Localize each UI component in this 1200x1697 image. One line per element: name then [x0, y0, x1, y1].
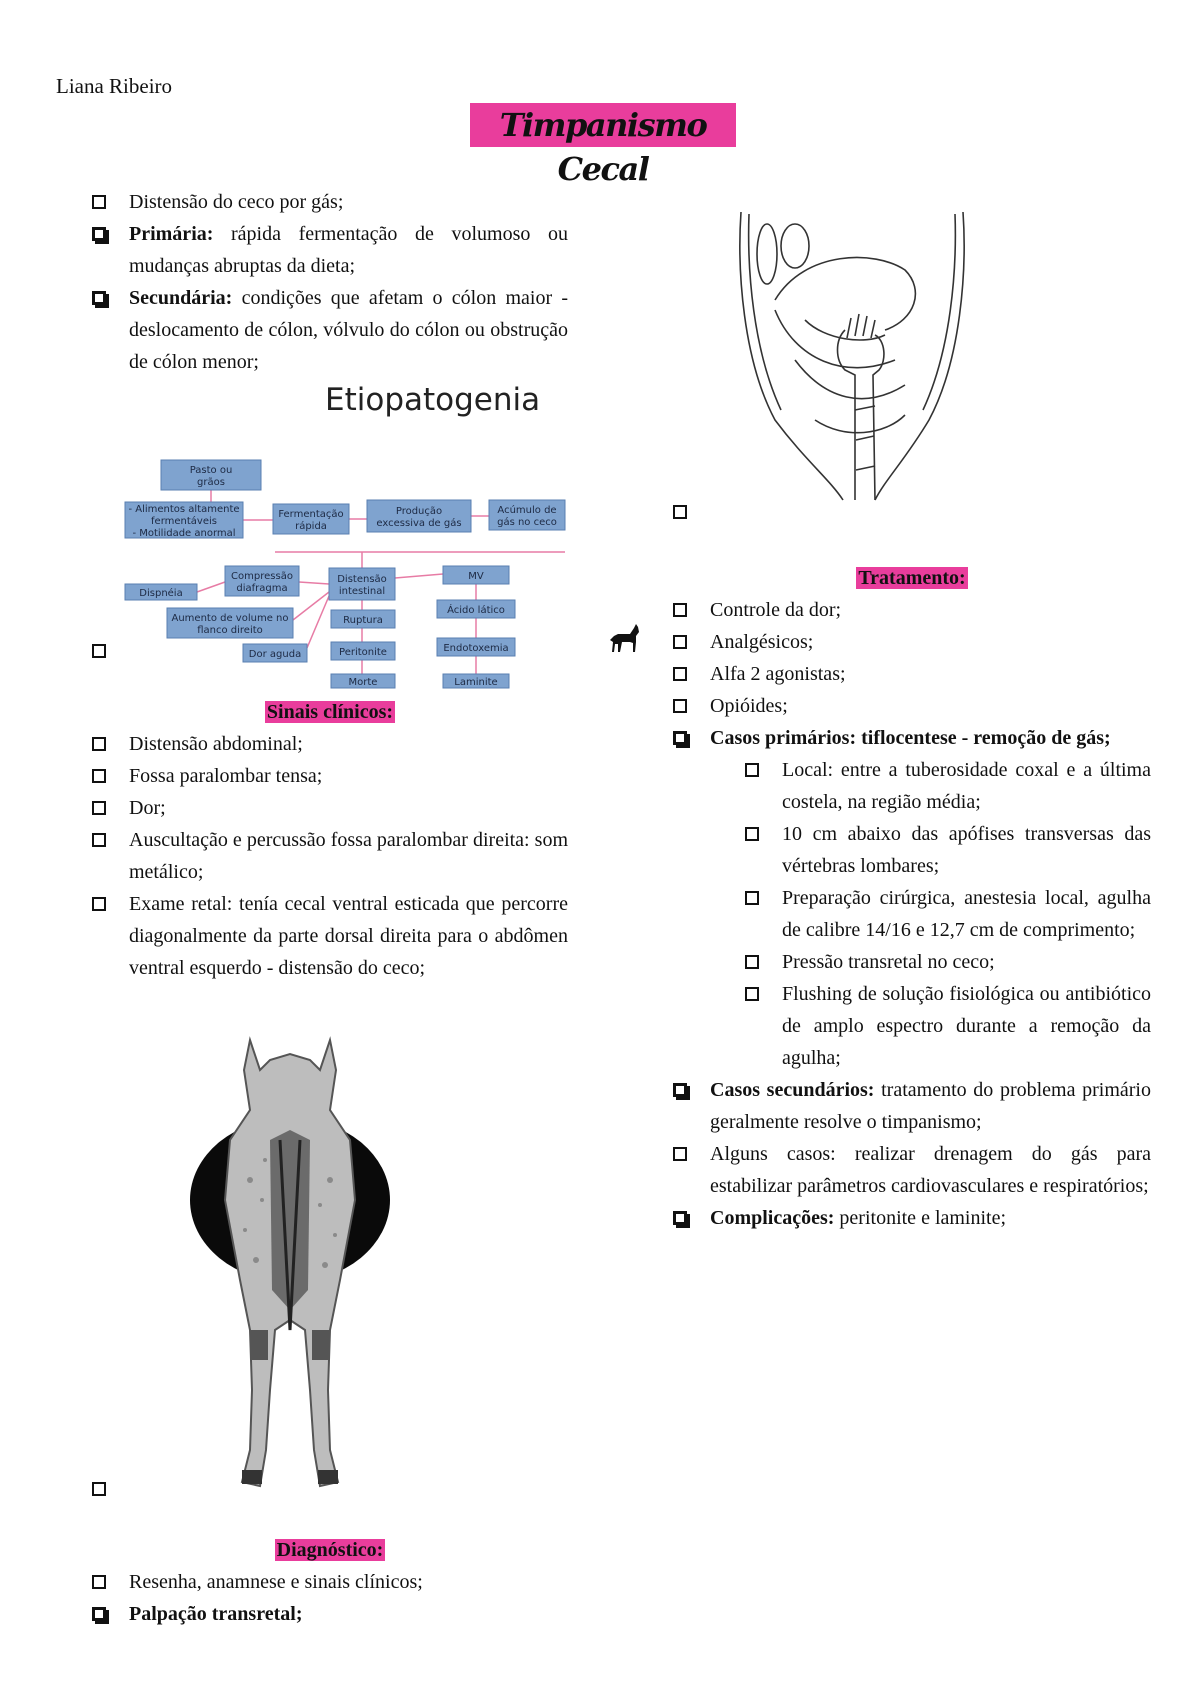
- checkbox-icon[interactable]: [92, 897, 106, 911]
- diagram-box-morte: [331, 674, 395, 688]
- list-item: [92, 1598, 568, 1630]
- diagram-boxes: [125, 460, 565, 688]
- checkbox-icon[interactable]: [92, 1575, 106, 1589]
- item-text: Exame retal: tenía cecal ventral esticada que percorre diagonalmente da parte dorsal direita para o abdômen ventral esquerdo - distensão do ceco;: [129, 893, 568, 979]
- checkbox-icon[interactable]: [673, 731, 687, 745]
- author-name: Liana Ribeiro: [56, 74, 173, 98]
- item-bold-label: Casos secundários:: [710, 1079, 875, 1101]
- diagnostico-list: [92, 1566, 568, 1630]
- item-text: rápida fermentação de volumoso ou mudanças abruptas da dieta;: [129, 223, 568, 277]
- diagram-box-mv: [443, 566, 509, 584]
- checkbox-icon[interactable]: [92, 1607, 106, 1621]
- checkbox-icon[interactable]: [673, 1211, 687, 1225]
- diagram-box-label: intestinal: [338, 586, 386, 597]
- item-bold-label: Complicações:: [710, 1207, 835, 1229]
- diagnostico-section: [92, 1534, 568, 1630]
- tratamento-section: [673, 562, 1151, 1234]
- diagram-box-label: grãos: [197, 477, 225, 488]
- checkbox-icon[interactable]: [673, 1147, 687, 1161]
- item-text: Flushing de solução fisiológica ou antibiótico de amplo espectro durante a remoção da agulha;: [782, 983, 1151, 1069]
- checkbox-icon[interactable]: [92, 227, 106, 241]
- checkbox-icon[interactable]: [92, 1482, 106, 1496]
- intro-list: [92, 186, 568, 378]
- item-text: 10 cm abaixo das apófises transversas das vértebras lombares;: [782, 823, 1151, 877]
- item-text: condições que afetam o cólon maior - deslocamento de cólon, vólvulo do cólon ou obstrução de cólon menor;: [129, 287, 568, 373]
- item-text: Auscultação e percussão fossa paralombar direita: som metálico;: [129, 829, 568, 883]
- diagram-box-label: MV: [468, 571, 484, 582]
- sinais-heading: Sinais clínicos:: [266, 701, 394, 723]
- diagram-box-pasto: [161, 460, 261, 490]
- diagram-box-distensao: [329, 568, 395, 600]
- diagram-box-dispneia: [125, 584, 197, 600]
- diagram-box-label: Ácido lático: [447, 605, 505, 616]
- diagram-box-label: Morte: [348, 677, 378, 688]
- item-text: Analgésicos;: [710, 631, 814, 653]
- list-item: [673, 722, 1151, 754]
- diagram-box-peritonite: [331, 642, 395, 660]
- diagram-box-label: - Motilidade anormal: [132, 528, 236, 539]
- checkbox-icon[interactable]: [92, 801, 106, 815]
- diagram-box-label: Distensão: [337, 574, 387, 585]
- checkbox-icon[interactable]: [745, 987, 759, 1001]
- diagram-box-label: gás no ceco: [497, 517, 557, 528]
- list-item: [745, 882, 1151, 946]
- list-item: [92, 282, 568, 378]
- list-item: [92, 218, 568, 282]
- diagram-box-label: Compressão: [231, 571, 293, 582]
- item-text: Resenha, anamnese e sinais clínicos;: [129, 1571, 423, 1593]
- diagram-box-alimentos: [125, 502, 243, 539]
- item-text: Opióides;: [710, 695, 788, 717]
- diagram-title: Etiopatogenia: [325, 382, 541, 418]
- list-item: [92, 186, 568, 218]
- diagram-arrow: [395, 574, 443, 578]
- checkbox-icon[interactable]: [673, 505, 687, 519]
- checkbox-icon[interactable]: [745, 955, 759, 969]
- diagram-arrow: [299, 582, 329, 584]
- diagram-box-label: rápida: [295, 521, 327, 532]
- tratamento-heading: Tratamento:: [858, 567, 966, 589]
- diagram-arrow: [307, 596, 329, 648]
- item-text: Pressão transretal no ceco;: [782, 951, 995, 973]
- list-item: [673, 1138, 1151, 1202]
- item-text: Alfa 2 agonistas;: [710, 663, 846, 685]
- diagram-box-label: Fermentação: [278, 509, 344, 520]
- list-item: [745, 946, 1151, 978]
- diagram-box-label: Pasto ou: [189, 465, 233, 476]
- checkbox-icon[interactable]: [673, 667, 687, 681]
- diagram-arrow: [197, 582, 225, 592]
- rectal-palpation-illustration: [735, 210, 970, 505]
- list-item: [745, 818, 1151, 882]
- diagram-box-dor: [243, 644, 307, 662]
- list-item: [745, 754, 1151, 818]
- list-item: [673, 626, 1151, 658]
- item-text: Distensão do ceco por gás;: [129, 191, 344, 213]
- sinais-list: [92, 728, 568, 984]
- sinais-section: [92, 696, 568, 984]
- diagram-box-label: Produção: [395, 506, 443, 517]
- checkbox-icon[interactable]: [92, 195, 106, 209]
- item-text: Local: entre a tuberosidade coxal e a última costela, na região média;: [782, 759, 1151, 813]
- item-bold-label: Secundária:: [129, 287, 233, 309]
- checkbox-icon[interactable]: [745, 763, 759, 777]
- diagram-box-laminite: [443, 674, 509, 688]
- horse-icon: [608, 622, 642, 654]
- list-item: [92, 728, 568, 760]
- diagram-box-label: Peritonite: [339, 647, 387, 658]
- item-text: Alguns casos: realizar drenagem do gás para estabilizar parâmetros cardiovasculares e respiratórios;: [710, 1143, 1151, 1197]
- checkbox-icon[interactable]: [673, 603, 687, 617]
- checkbox-icon[interactable]: [92, 769, 106, 783]
- diagram-box-compressao: [225, 566, 299, 596]
- item-text: peritonite e laminite;: [834, 1207, 1007, 1229]
- diagram-box-acido: [437, 600, 515, 618]
- diagram-box-endotoxemia: [437, 638, 515, 656]
- diagram-box-fermentacao: [273, 504, 349, 534]
- list-item: [92, 1566, 568, 1598]
- item-bold-label: Primária:: [129, 223, 214, 245]
- list-item: [673, 1202, 1151, 1234]
- item-bold-label: Palpação transretal;: [129, 1603, 303, 1625]
- diagram-box-label: Dor aguda: [248, 649, 302, 660]
- diagram-box-label: - Alimentos altamente: [128, 504, 240, 515]
- diagram-box-label: fermentáveis: [151, 516, 217, 527]
- list-item: [92, 824, 568, 888]
- checkbox-icon[interactable]: [92, 737, 106, 751]
- diagram-box-label: excessiva de gás: [376, 518, 462, 529]
- diagnostico-heading: Diagnóstico:: [276, 1539, 384, 1561]
- item-text: Preparação cirúrgica, anestesia local, agulha de calibre 14/16 e 12,7 cm de comprimento;: [782, 887, 1151, 941]
- item-bold-label: Casos primários: tiflocentese - remoção de gás;: [710, 727, 1111, 749]
- list-item: [92, 760, 568, 792]
- diagram-box-aumento: [167, 608, 293, 638]
- list-item: [92, 792, 568, 824]
- tratamento-list: [673, 594, 1151, 1234]
- item-text: Distensão abdominal;: [129, 733, 303, 755]
- diagram-box-label: Laminite: [454, 677, 498, 688]
- item-text: Dor;: [129, 797, 166, 819]
- etiopatogenia-diagram: [125, 380, 645, 688]
- diagram-box-label: diafragma: [236, 583, 288, 594]
- diagram-box-label: Ruptura: [343, 615, 383, 626]
- page-title: Timpanismo Cecal: [470, 103, 736, 147]
- checkbox-icon[interactable]: [92, 291, 106, 305]
- checkbox-icon[interactable]: [745, 891, 759, 905]
- item-text: tratamento do problema primário geralmente resolve o timpanismo;: [710, 1079, 1151, 1133]
- item-text: Controle da dor;: [710, 599, 842, 621]
- intro-section: [92, 186, 568, 378]
- list-item: [92, 888, 568, 984]
- list-item: [673, 1074, 1151, 1138]
- diagram-box-ruptura: [331, 610, 395, 628]
- checkbox-icon[interactable]: [745, 827, 759, 841]
- list-item: [745, 978, 1151, 1074]
- diagram-box-label: Dispnéia: [139, 588, 183, 599]
- horse-rear-illustration: [180, 1030, 400, 1500]
- list-item: [673, 658, 1151, 690]
- diagram-box-producao: [367, 500, 471, 532]
- diagram-box-acumulo: [489, 500, 565, 530]
- diagram-box-label: Aumento de volume no: [171, 613, 289, 624]
- checkbox-icon[interactable]: [673, 635, 687, 649]
- list-item: [673, 690, 1151, 722]
- checkbox-icon[interactable]: [92, 833, 106, 847]
- checkbox-icon[interactable]: [92, 644, 106, 658]
- diagram-box-label: flanco direito: [197, 625, 263, 636]
- diagram-box-label: Acúmulo de: [497, 505, 557, 516]
- list-item: [673, 594, 1151, 626]
- item-text: Fossa paralombar tensa;: [129, 765, 323, 787]
- checkbox-icon[interactable]: [673, 699, 687, 713]
- checkbox-icon[interactable]: [673, 1083, 687, 1097]
- diagram-box-label: Endotoxemia: [443, 643, 509, 654]
